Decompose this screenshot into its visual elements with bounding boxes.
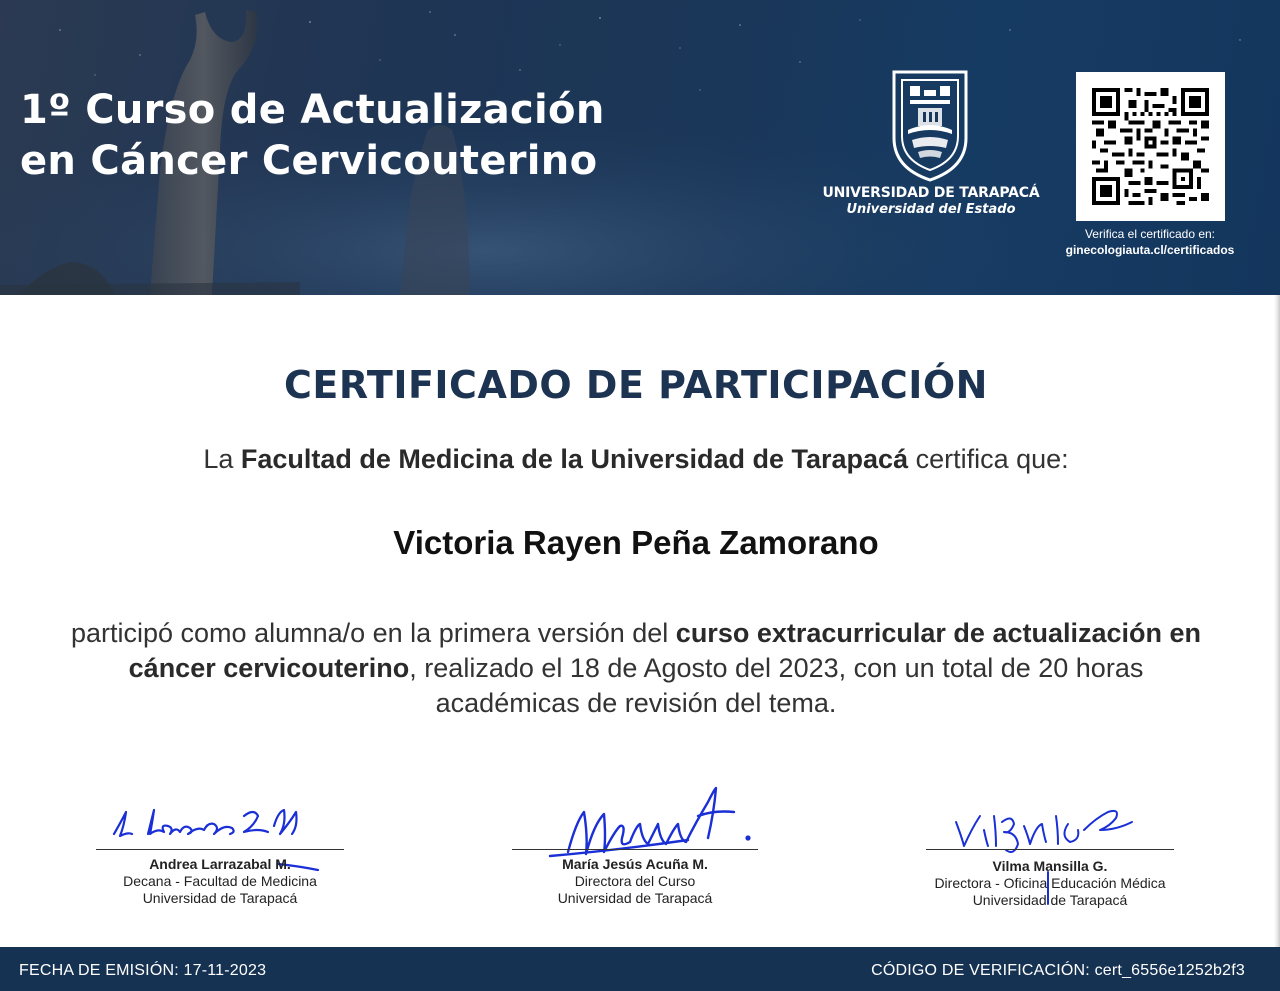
university-subtitle: Universidad del Estado <box>846 202 1016 217</box>
qr-code[interactable] <box>1076 72 1225 221</box>
university-shield-logo <box>888 68 972 184</box>
intro-suffix: certifica que: <box>908 444 1069 474</box>
signature-line-1 <box>96 849 344 850</box>
signatory-institution-3: Universidad de Tarapacá <box>972 892 1128 908</box>
signatory-name-2: María Jesús Acuña M. <box>562 856 708 872</box>
verify-label: Verifica el certificado en: <box>1084 227 1216 241</box>
course-title-line1: 1º Curso de Actualización <box>20 87 605 133</box>
signatory-role-1: Decana - Facultad de Medicina <box>123 873 317 889</box>
signature-block-1 <box>80 856 360 907</box>
participation-text-part2: , realizado el 18 de Agosto del 2023, con un total de 20 horas académicas de revisión del tema. <box>409 653 1144 718</box>
certificate-intro <box>0 444 1272 475</box>
signatory-role-3: Directora - Oficina Educación Médica <box>934 875 1166 891</box>
signature-block-2 <box>495 856 775 907</box>
signature-block-3 <box>910 858 1190 909</box>
course-title <box>20 85 605 187</box>
university-name: UNIVERSIDAD DE TARAPACÁ <box>822 185 1040 201</box>
footer-bar <box>0 947 1280 991</box>
recipient-name: Victoria Rayen Peña Zamorano <box>393 524 879 561</box>
intro-prefix: La <box>203 444 241 474</box>
participation-text-part1: participó como alumna/o en la primera versión del <box>70 618 676 648</box>
page-edge-shadow <box>1274 295 1280 947</box>
participation-text <box>60 616 1212 721</box>
signatory-name-3: Vilma Mansilla G. <box>992 858 1108 874</box>
certificate-heading: CERTIFICADO DE PARTICIPACIÓN <box>284 363 988 407</box>
signatory-role-2: Directora del Curso <box>574 873 696 889</box>
signatory-institution-1: Universidad de Tarapacá <box>142 890 298 906</box>
course-title-line2: en Cáncer Cervicouterino <box>20 138 598 184</box>
qr-code-icon <box>1092 88 1209 205</box>
verify-url-link[interactable]: ginecologiauta.cl/certificados <box>1065 243 1235 257</box>
signature-line-3 <box>926 849 1174 850</box>
signature-line-2 <box>512 849 758 850</box>
signatory-institution-2: Universidad de Tarapacá <box>557 890 713 906</box>
participation-course-name: curso extracurricular de actualización en cáncer cervicouterino <box>128 618 1202 683</box>
verification-code: CÓDIGO DE VERIFICACIÓN: cert_6556e1252b2f3 <box>871 962 1245 979</box>
issue-date: FECHA DE EMISIÓN: 17-11-2023 <box>19 962 267 979</box>
header-banner <box>0 0 1280 295</box>
signatory-name-1: Andrea Larrazabal M. <box>149 856 291 872</box>
intro-institution: Facultad de Medicina de la Universidad de Tarapacá <box>240 444 909 474</box>
